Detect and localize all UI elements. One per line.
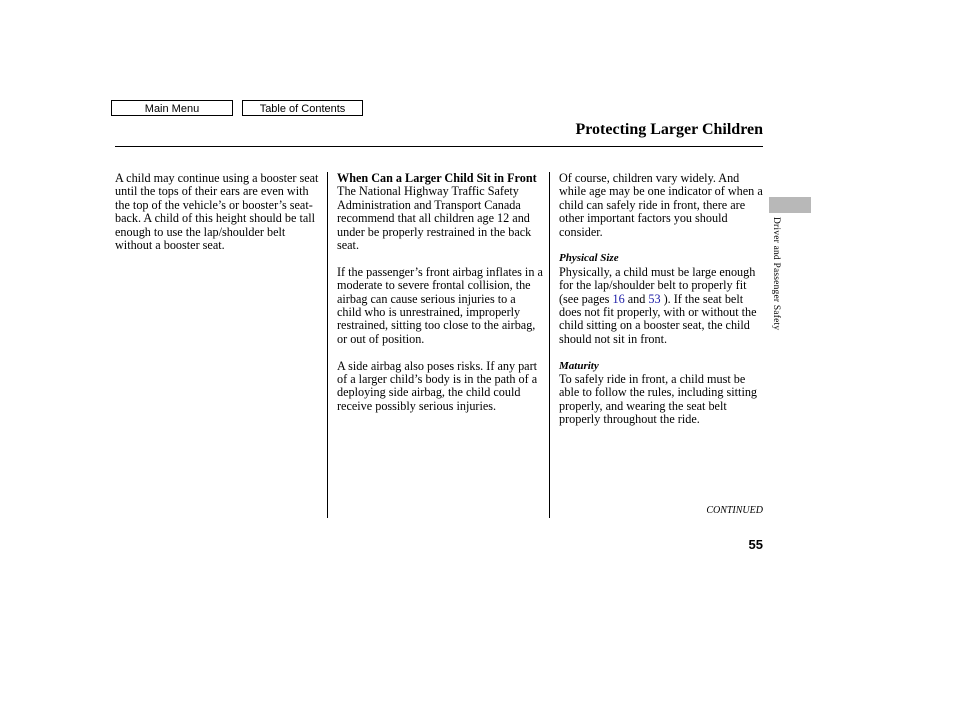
paragraph: The National Highway Traffic Safety Administration and Transport Canada recommend that all children age 12 and under be properly restrained in the back seat. — [337, 184, 532, 253]
column-divider — [549, 172, 550, 518]
section-side-label: Driver and Passenger Safety — [771, 217, 781, 331]
column-3 — [559, 172, 765, 427]
paragraph: A side airbag also poses risks. If any part of a larger child’s body is in the path of a deploying side airbag, the child could receive possibly serious injuries. — [337, 358, 538, 413]
paragraph: A child may continue using a booster seat until the tops of their ears are even with the top of the vehicle’s or booster’s seat-back. A child of this height should be tall enough to use the lap/shoulder belt without a booster seat. — [115, 171, 319, 253]
column-divider — [327, 172, 328, 518]
text: and — [624, 291, 649, 306]
section-tab-marker — [769, 197, 811, 213]
text: ). If the seat belt does not fit properly, with or without the child sitting on a booster seat, the child should not sit in front. — [559, 291, 757, 346]
page-title: Protecting Larger Children — [575, 121, 763, 138]
subheading-maturity: Maturity — [559, 359, 599, 372]
main-menu-button[interactable]: Main Menu — [111, 100, 233, 116]
page-link-53[interactable]: 53 — [648, 291, 661, 306]
paragraph: Of course, children vary widely. And while age may be one indicator of when a child can safely ride in front, there are other important factors you should consider. — [559, 171, 763, 239]
column-2 — [337, 172, 543, 413]
column-1 — [115, 172, 321, 252]
page-link-16[interactable]: 16 — [612, 291, 625, 306]
subheading-physical-size: Physical Size — [559, 252, 619, 265]
continued-label: CONTINUED — [706, 505, 763, 516]
page-number: 55 — [748, 537, 763, 552]
paragraph: To safely ride in front, a child must be able to follow the rules, including sitting properly, and wearing the seat belt properly throughout the ride. — [559, 372, 758, 427]
title-rule — [115, 146, 763, 147]
section-heading: When Can a Larger Child Sit in Front — [337, 171, 537, 185]
table-of-contents-button[interactable]: Table of Contents — [242, 100, 363, 116]
paragraph — [559, 266, 765, 346]
paragraph: If the passenger’s front airbag inflates in a moderate to severe frontal collision, the airbag can cause serious injuries to a child who is unrestrained, improperly restrained, sitting too close to the airbag, or out of position. — [337, 264, 543, 346]
text: Physically, a child must be large enough for the lap/shoulder belt to properly fit (see pages — [559, 264, 756, 306]
